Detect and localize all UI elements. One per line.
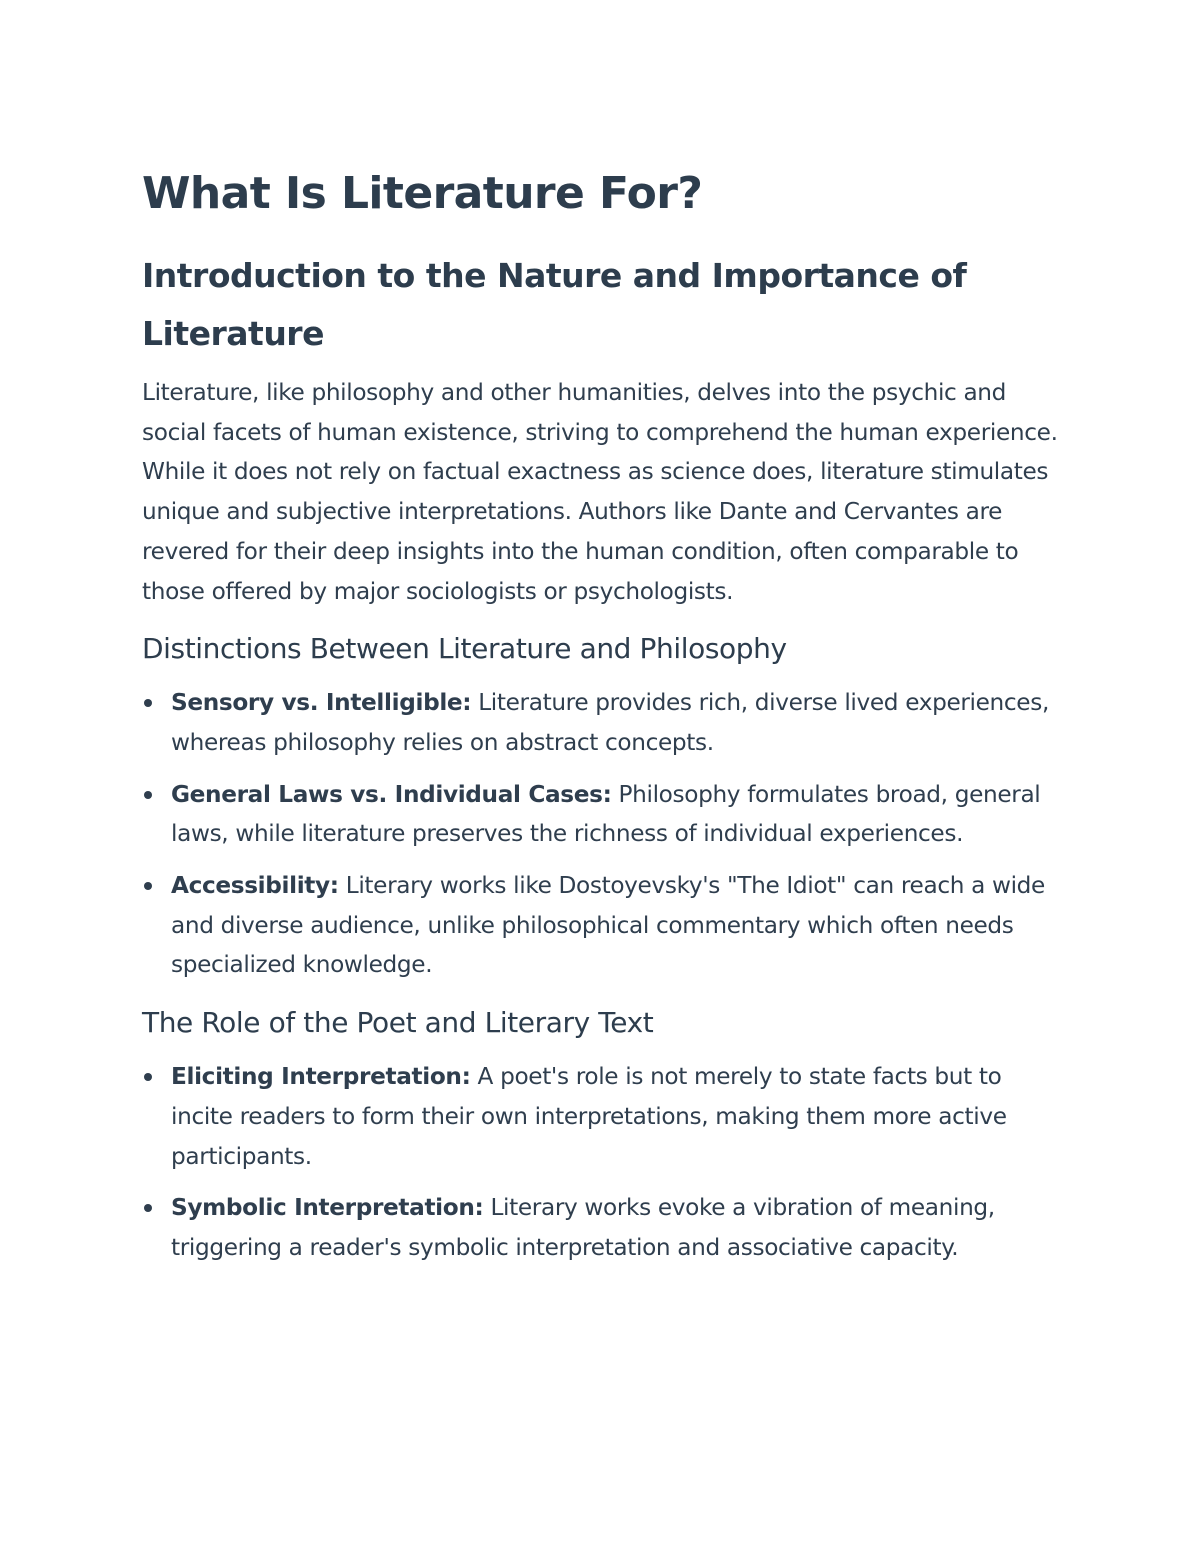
list-item-text: Literary works evoke a vibration of meaning, triggering a reader's symbolic interpretation and associative capacity. [171, 1194, 995, 1261]
list-item-text: Literature provides rich, diverse lived experiences, whereas philosophy relies on abstract concepts. [171, 689, 1049, 756]
list-item-text: A poet's role is not merely to state facts but to incite readers to form their own interpretations, making them more active participants. [171, 1063, 1007, 1170]
section-heading: Introduction to the Nature and Importance of Literature [142, 256, 967, 353]
bullet-dot-icon [144, 699, 152, 707]
list-item [142, 775, 1062, 854]
list-item-text: Philosophy formulates broad, general laws, while literature preserves the richness of individual experiences. [171, 780, 1041, 848]
list-item [142, 866, 1062, 985]
bullet-dot-icon [144, 791, 152, 799]
list-item-term: Symbolic Interpretation: [171, 1194, 484, 1222]
document-title: What Is Literature For? [142, 168, 703, 219]
subsection-heading-distinctions: Distinctions Between Literature and Philosophy [142, 632, 787, 666]
poet-role-list [142, 1057, 1062, 1268]
bullet-dot-icon [144, 1073, 152, 1081]
document-page [142, 165, 1062, 1280]
intro-paragraph: Literature, like philosophy and other humanities, delves into the psychic and social facets of human existence, striving to comprehend the human experience. While it does not rely on factual exactness as science does, literature stimulates unique and subjective interpretations. Authors like Dante and Cervantes are revered for their deep insights into the human condition, often comparable to those offered by major sociologists or psychologists. [142, 379, 1058, 605]
bullet-dot-icon [144, 1204, 152, 1212]
list-item [142, 683, 1062, 762]
list-item-term: Eliciting Interpretation: [171, 1063, 471, 1091]
list-item-term: General Laws vs. Individual Cases: [171, 780, 612, 808]
list-item [142, 1188, 1062, 1267]
subsection-heading-poet-role: The Role of the Poet and Literary Text [142, 1006, 654, 1040]
distinctions-list [142, 683, 1062, 985]
list-item [142, 1057, 1062, 1176]
bullet-dot-icon [144, 882, 152, 890]
list-item-text: Literary works like Dostoyevsky's "The Idiot" can reach a wide and diverse audience, unlike philosophical commentary which often needs specialized knowledge. [171, 872, 1045, 979]
list-item-term: Sensory vs. Intelligible: [171, 689, 472, 717]
list-item-term: Accessibility: [171, 872, 339, 900]
